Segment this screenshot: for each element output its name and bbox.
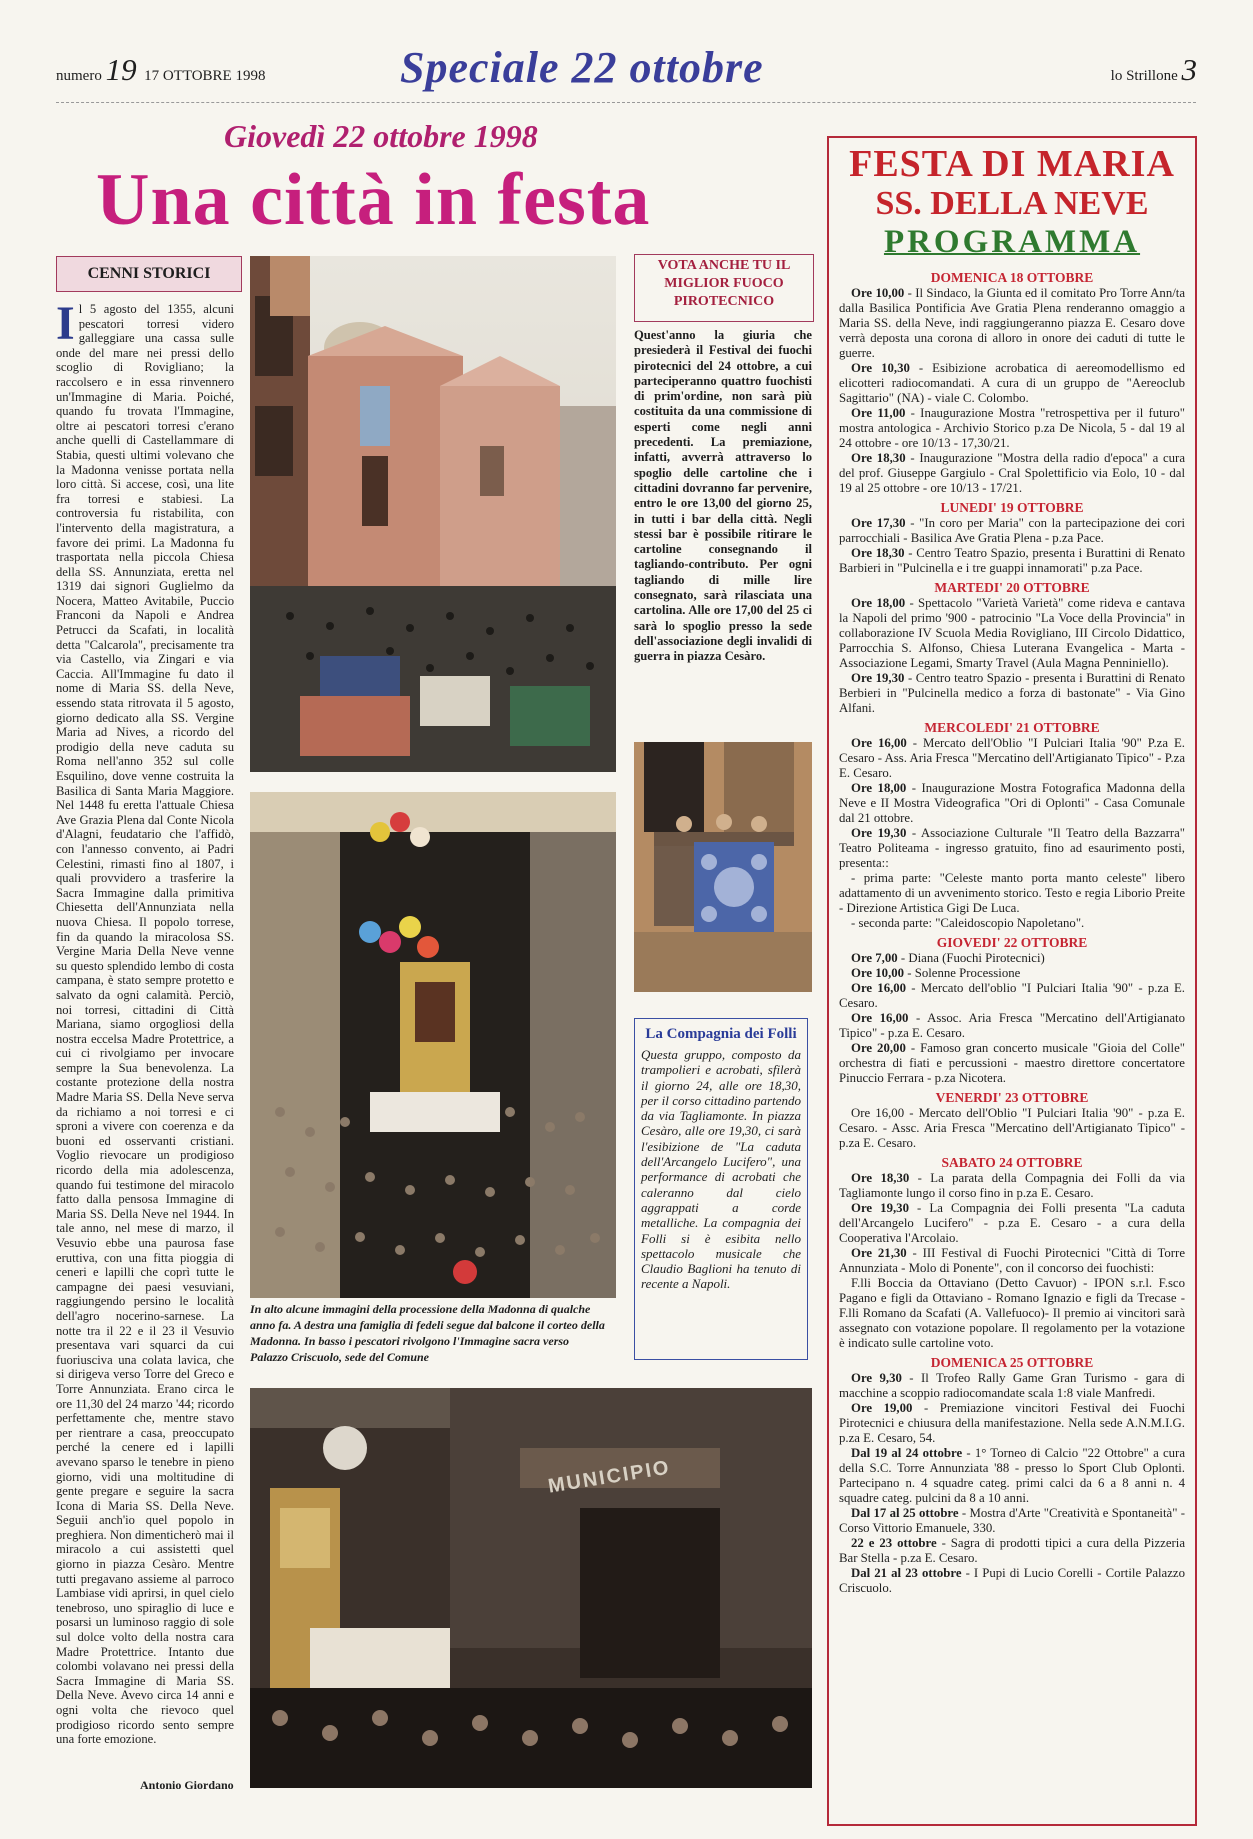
masthead-issue xyxy=(56,52,265,88)
programma-event xyxy=(839,1536,1185,1566)
programma-title-1: FESTA DI MARIA xyxy=(849,143,1175,185)
cenni-title: CENNI STORICI xyxy=(56,256,242,292)
event-text: - Esibizione acrobatica di aereomodellismo ed elicotteri radiocomandati. A cura di un gruppo de "Aereoclub Sagittario" (NA) - viale C. Colombo. xyxy=(839,361,1185,405)
event-time: Dal 19 al 24 ottobre xyxy=(851,1446,963,1460)
event-time: Ore 19,00 xyxy=(851,1401,913,1415)
event-time: Ore 20,00 xyxy=(851,1041,906,1055)
event-time: Ore 19,30 xyxy=(851,826,907,840)
event-time: Ore 10,00 xyxy=(851,286,905,300)
event-text: - Inaugurazione "Mostra della radio d'epoca" a cura del prof. Giuseppe Gargiulo - Cral Spolettificio via Eolo, 10 - dal 19 al 25 ottobre - ore 10/13 - 17/21. xyxy=(839,451,1185,495)
programma-title-2: SS. DELLA NEVE xyxy=(875,185,1149,222)
vota-title: VOTA ANCHE TU IL MIGLIOR FUOCO PIROTECNICO xyxy=(634,254,814,322)
issue-date: 17 OTTOBRE 1998 xyxy=(144,68,266,84)
programma-event xyxy=(839,736,1185,781)
programma-day-heading: MERCOLEDI' 21 OTTOBRE xyxy=(924,720,1100,735)
cenni-body xyxy=(56,302,234,1792)
programma-event xyxy=(839,966,1185,981)
folli-box xyxy=(634,1018,808,1360)
vota-body: Quest'anno la giuria che presiederà il Festival dei fuochi pirotecnici del 24 ottobre, a cui parteciperanno quattro fuochisti di prim'ordine, non sarà più costituita da una commissione di esperti come negli anni precedenti. La premiazione, infatti, avverrà attraverso lo spoglio delle cartoline che i cittadini dovranno far pervenire, entro le ore 13,00 del giorno 25, in tutti i bar della città. Negli stessi bar è possibile ritirare le cartoline consegnando il tagliando-contributo. Per ogni tagliando di mille lire consegnato, sarà rilasciata una cartolina. Alle ore 17,00 del 25 ci sarà lo spoglio presso la sede dell'associazione degli invalidi di guerra in piazza Cesàro. xyxy=(634,328,812,664)
event-text: F.lli Boccia da Ottaviano (Detto Cavuor) - IPON s.r.l. F.sco Pagano e figli da Ottaviano - Romano Ignazio e figli da Trecase - F.lli Romano da Scafati (A. Vallefuoco)- Il premio ai vincitori sarà assegnato con votazione popolare. Il regolamento per la votazione è indicato sulle cartoline voto. xyxy=(839,1276,1185,1350)
event-text: - Spettacolo "Varietà Varietà" come rideva e cantava la Napoli del primo '900 - patrocinio "La Voce della Provincia" in collaborazione IV Scuola Media Rovigliano, III Circolo Didattico, Parrocchia S. Alfonso, Chiesa Luterana Evangelica - Marta - Associazione Legami, Smarty Travel (Aula Magna Penniniello). xyxy=(839,596,1186,670)
event-text: - Centro teatro Spazio - presenta i Burattini di Renato Berbieri in "Pulcinella medico a forza di bastonate" - Via Gino Alfani. xyxy=(839,671,1185,715)
programma-day-heading: LUNEDI' 19 OTTOBRE xyxy=(940,500,1084,515)
folli-title: La Compagnia dei Folli xyxy=(645,1026,797,1042)
event-text: - Mostra d'Arte "Creatività e Spontaneità" - Corso Vittorio Emanuele, 330. xyxy=(839,1506,1185,1535)
programma-day-heading: GIOVEDI' 22 OTTOBRE xyxy=(936,935,1088,950)
event-text: - La parata della Compagnia dei Folli da via Tagliamonte lungo il corso fino in p.za E. Cesaro. xyxy=(839,1171,1185,1200)
folli-body: Questa gruppo, composto da trampolieri e acrobati, sfilerà il giorno 24, alle ore 18,30, per il corso cittadino partendo da via Tagliamonte. In piazza Cesàro, alle ore 19,30, ci sarà l'esibizione de "La caduta dell'Arcangelo Lucifero", una performance di acrobati che caleranno dal cielo aggrappati a corde metalliche. La compagnia dei Folli si è esibita nello spettacolo musicale che Claudio Baglioni ha tenuto di recente a Napoli. xyxy=(641,1047,801,1292)
event-text: - Famoso gran concerto musicale "Gioia del Colle" orchestra di fiati e percussioni - maestro direttore concertatore Pinuccio Ferrara - p.za Nicotera. xyxy=(839,1041,1185,1085)
programma-event xyxy=(839,1171,1185,1201)
programma-event xyxy=(839,781,1185,826)
programma-event xyxy=(839,826,1185,871)
event-time: Ore 11,00 xyxy=(851,406,906,420)
programma-event xyxy=(839,1106,1185,1151)
programma-event xyxy=(839,596,1185,671)
masthead-paper xyxy=(1111,52,1197,88)
issue-label: numero xyxy=(56,68,102,84)
programma-event xyxy=(839,1566,1185,1596)
event-time: Ore 18,30 xyxy=(851,451,906,465)
event-text: - Premiazione vincitori Festival dei Fuochi Pirotecnici e chiusura della manifestazione. Nella sede A.N.M.I.G. p.za E. Cesaro, 54. xyxy=(839,1401,1186,1445)
event-time: Dal 21 al 23 ottobre xyxy=(851,1566,962,1580)
programma-event xyxy=(839,406,1185,451)
programma-event xyxy=(839,451,1185,496)
programma-event xyxy=(839,1041,1185,1086)
event-text: - Centro Teatro Spazio, presenta i Burattini di Renato Barbieri in "Pulcinella e i tre guappi innamorati" p.za Pace. xyxy=(839,546,1185,575)
event-text: Ore 16,00 - Mercato dell'Oblio "I Pulciari Italia '90" - p.za E. Cesaro. - Assc. Aria Fresca "Mercatino dell'Artigianato Tipico" - p.za E. Cesaro. xyxy=(839,1106,1185,1150)
event-text: - Solenne Processione xyxy=(904,966,1021,980)
programma-box xyxy=(827,136,1197,1826)
event-time: Ore 7,00 xyxy=(851,951,898,965)
programma-event xyxy=(839,286,1185,361)
event-time: Ore 17,30 xyxy=(851,516,906,530)
programma-event xyxy=(839,1401,1185,1446)
programma-event xyxy=(839,1201,1185,1246)
paper-name: lo Strillone xyxy=(1110,68,1178,84)
programma-event xyxy=(839,1246,1185,1276)
cenni-text: l 5 agosto del 1355, alcuni pescatori torresi videro galleggiare una cassa sulle onde del mare nei pressi dello scoglio di Rovigliano; la raccolsero e in essa rinvennero un'Immagine di Maria. Poiché, quando fu trovata l'Immagine, oltre ai pescatori torresi c'erano anche quelli di Castellammare di Stabia, questi ultimi volevano che la Madonna venisse portata nella loro città. Si accese, così, una lite fra torresi e stabiesi. La controversia fu ristabilita, con l'intervento della magistratura, a favore dei primi. La Madonna fu trasportata nella piccola Chiesa della SS. Annunziata, eretta nel 1319 dai signori Guglielmo da Nocera, Matteo Avitabile, Puccio Franconi da Napoli e Andrea Petrucci da Scafati, in località detta "Calcarola", precisamente tra via Castello, via Zingari e via Caccia. All'Immagine fu dato il nome di Maria SS. della Neve, essendo stata ritrovata il 5 agosto, giorno dedicato alla SS. Vergine Maria ad Nives, a ricordo del prodigio della neve caduta su Roma nell'anno 352 sul colle Esquilino, dove venne costruita la Basilica di Santa Maria Maggiore. Nel 1448 fu eretta l'attuale Chiesa Ave Grazia Plena dal Conte Nicola d'Alagni, feudatario che l'affidò, con l'annesso convento, ai Padri Celestini, rimasti fino al 1807, i quali provvidero a trasferire la Sacra Immagine dalla primitiva Chiesetta dell'Annunziata nella nuova Chiesa. Il popolo torrese, fin da quando la miracolosa SS. Vergine Maria Della Neve venne su questo splendido lembo di costa campana, è stato sempre protetto e salvato da ogni calamità. Perciò, noi torresi, cittadini di Città Mariana, siamo orgogliosi della nostra eccelsa Madre Protettrice, a cui ci rivolgiamo per invocare sempre la Sua benevolenza. La costante protezione della nostra Madre Maria SS. Della Neve serva da richiamo a noi torresi e ci sproni a vivere con coerenza e da buoni ed osservanti cristiani. Voglio rievocare un prodigioso ricordo della mia adolescenza, quando fui testimone del miracolo fatto dalla pensosa Immagine di Maria SS. Della Neve nel 1944. In tale anno, nel mese di marzo, il Vesuvio ebbe una paurosa fase eruttiva, con una fitta pioggia di ceneri e lapilli che coprì tutte le campagne dei paesi vesuviani, raggiungendo persino le località dell'agro nocerino-sarnese. La notte tra il 22 e il 23 il Vesuvio presentava vari squarci da cui fuoriusciva una colata lavica, che si dirigeva verso Torre del Greco e Torre Annunziata. Erano circa le ore 11,30 del 24 marzo '44; ricordo perfettamente che, mentre stavo per rientrare a casa, preoccupato perché la cenere ed i lapilli avevano sparso le tenebre in pieno giorno, vidi una moltitudine di gente pregare e seguire la sacra Icona di Maria SS. Della Neve. Seguii anch'io quel popolo in preghiera. Non dimenticherò mai il miracolo a cui assistetti quel giorno in piazza Cesàro. Mentre tutti pregavano assieme al parroco Lambiase vidi aprirsi, in quel cielo tenebroso, uno spiraglio di luce e posarsi un luminoso raggio di sole sul dolce volto della nostra cara Madre Protettrice. Intanto due colombi volavano nei pressi della Sacra Immagine di Maria SS. Della Neve. Avevo circa 14 anni e ogni volta che rievoco quel prodigioso ricordo sento sempre una forte emozione. xyxy=(56,302,234,1747)
programma-event xyxy=(839,916,1185,931)
programma-list xyxy=(839,270,1185,1596)
event-text: - Il Trofeo Rally Game Gran Turismo - gara di macchine a scoppio radiocomandate scala 1:8 viale Manfredi. xyxy=(839,1371,1185,1400)
issue-number: 19 xyxy=(105,52,137,87)
event-text: - Inaugurazione Mostra "retrospettiva per il futuro" mostra antologica - Archivio Storico p.za De Nicola, 5 - dal 19 al 24 ottobre - ore 10/13 - 17,30/21. xyxy=(839,406,1185,450)
programma-day-heading: MARTEDI' 20 OTTOBRE xyxy=(934,580,1090,595)
programma-event xyxy=(839,671,1185,716)
event-text: - Diana (Fuochi Pirotecnici) xyxy=(897,951,1045,965)
programma-event xyxy=(839,516,1185,546)
section-title: Speciale 22 ottobre xyxy=(400,43,764,92)
programma-event xyxy=(839,1011,1185,1041)
event-time: Ore 16,00 xyxy=(851,981,907,995)
event-text: - 1° Torneo di Calcio "22 Ottobre" a cura della S.C. Torre Annunziata '88 - presso lo Sport Club Oplonti. Partecipano n. 4 squadre categ. primi calci da 6 a 8 anni n. 4 squadre categ. pulcini da 8 a 10 anni. xyxy=(839,1446,1185,1505)
municipio-sign: MUNICIPIO xyxy=(546,1456,673,1498)
article-headline: Una città in festa xyxy=(96,159,651,241)
programma-event xyxy=(839,1506,1185,1536)
event-text: - III Festival di Fuochi Pirotecnici "Città di Torre Annunziata - Molo di Ponente", con il concorso dei fuochisti: xyxy=(839,1246,1185,1275)
event-time: Ore 9,30 xyxy=(851,1371,902,1385)
programma-day-heading: DOMENICA 25 OTTOBRE xyxy=(930,1355,1094,1370)
event-text: - Associazione Culturale "Il Teatro della Bazzarra" Teatro Politeama - ingresso gratuito, fino ad esaurimento posti, presenta:: xyxy=(839,826,1185,870)
event-text: - La Compagnia dei Folli presenta "La caduta dell'Arcangelo Lucifero" - p.za E. Cesaro - a cura della Cooperativa l'Arcolaio. xyxy=(839,1201,1185,1245)
event-time: Ore 18,00 xyxy=(851,781,907,795)
event-text: - "In coro per Maria" con la partecipazione dei cori parrocchiali - Basilica Ave Gratia Plena - p.za Pace. xyxy=(839,516,1185,545)
author-signature: Antonio Giordano xyxy=(140,1778,234,1792)
event-text: - Assoc. Aria Fresca "Mercatino dell'Artigianato Tipico" - p.za E. Cesaro. xyxy=(839,1011,1186,1040)
article-kicker: Giovedì 22 ottobre 1998 xyxy=(224,118,538,154)
programma-event xyxy=(839,1371,1185,1401)
programma-event xyxy=(839,1276,1185,1351)
event-time: Ore 10,30 xyxy=(851,361,910,375)
masthead-rule xyxy=(56,102,1196,103)
event-text: - Sagra di prodotti tipici a cura della Pizzeria Bar Stella - p.za E. Cesaro. xyxy=(839,1536,1185,1565)
event-time: Ore 19,30 xyxy=(851,671,905,685)
programma-event xyxy=(839,361,1185,406)
programma-day-heading: DOMENICA 18 OTTOBRE xyxy=(930,270,1094,285)
programma-day-heading: VENERDI' 23 OTTOBRE xyxy=(935,1090,1089,1105)
page-number: 3 xyxy=(1181,52,1197,87)
event-text: - I Pupi di Lucio Corelli - Cortile Palazzo Criscuolo. xyxy=(839,1566,1185,1595)
programma-event xyxy=(839,546,1185,576)
event-text: - Mercato dell'oblio "I Pulciari Italia '90" - p.za E. Cesaro. xyxy=(839,981,1186,1010)
event-time: Ore 19,30 xyxy=(851,1201,909,1215)
programma-title-3: PROGRAMMA xyxy=(883,224,1141,260)
programma-event xyxy=(839,1446,1185,1506)
photo-church-procession xyxy=(250,256,616,772)
event-time: Ore 18,00 xyxy=(851,596,906,610)
photo-municipio xyxy=(250,1388,812,1788)
programma-day-heading: SABATO 24 OTTOBRE xyxy=(941,1155,1083,1170)
event-time: Ore 21,30 xyxy=(851,1246,907,1260)
event-time: Ore 10,00 xyxy=(851,966,905,980)
event-time: Dal 17 al 25 ottobre xyxy=(851,1506,959,1520)
programma-event xyxy=(839,951,1185,966)
event-time: 22 e 23 ottobre xyxy=(851,1536,937,1550)
event-time: Ore 18,30 xyxy=(851,1171,910,1185)
event-time: Ore 16,00 xyxy=(851,736,907,750)
event-text: - Mercato dell'Oblio "I Pulciari Italia '90" P.za E. Cesaro - Ass. Aria Fresca "Mercatino dell'Artigianato Tipico" - P.za E. Cesaro. xyxy=(839,736,1186,780)
event-time: Ore 16,00 xyxy=(851,1011,909,1025)
photo-crowd-procession xyxy=(250,792,616,1298)
dropcap: I xyxy=(56,302,75,350)
event-time: Ore 18,30 xyxy=(851,546,905,560)
programma-event xyxy=(839,871,1185,916)
photo-balcony xyxy=(634,742,812,992)
event-text: - Il Sindaco, la Giunta ed il comitato Pro Torre Ann/ta dalla Basilica Pontificia Ave Gratia Plena renderanno omaggio a Maria SS. della Neve, indi raggiungeranno piazza E. Cesaro dove verrà deposta una corona di alloro in onore dei caduti di tutte le guerre. xyxy=(839,286,1186,360)
event-text: - Inaugurazione Mostra Fotografica Madonna della Neve e II Mostra Videografica "Ori di Oplonti" - Casa Comunale dal 21 ottobre. xyxy=(839,781,1185,825)
photo-caption: In alto alcune immagini della processione della Madonna di qualche anno fa. A destra una famiglia di fedeli segue dal balcone il corteo della Madonna. In basso i pescatori rivolgono l'Immagine sacra verso Palazzo Criscuolo, sede del Comune xyxy=(250,1302,605,1364)
event-text: - prima parte: "Celeste manto porta manto celeste" libero adattamento di un avvenimento storico. Testo e regia Liborio Preite - Direzione Artistica Gigi De Luca. xyxy=(839,871,1185,915)
programma-event xyxy=(839,981,1185,1011)
event-text: - seconda parte: "Caleidoscopio Napoletano". xyxy=(851,916,1085,930)
